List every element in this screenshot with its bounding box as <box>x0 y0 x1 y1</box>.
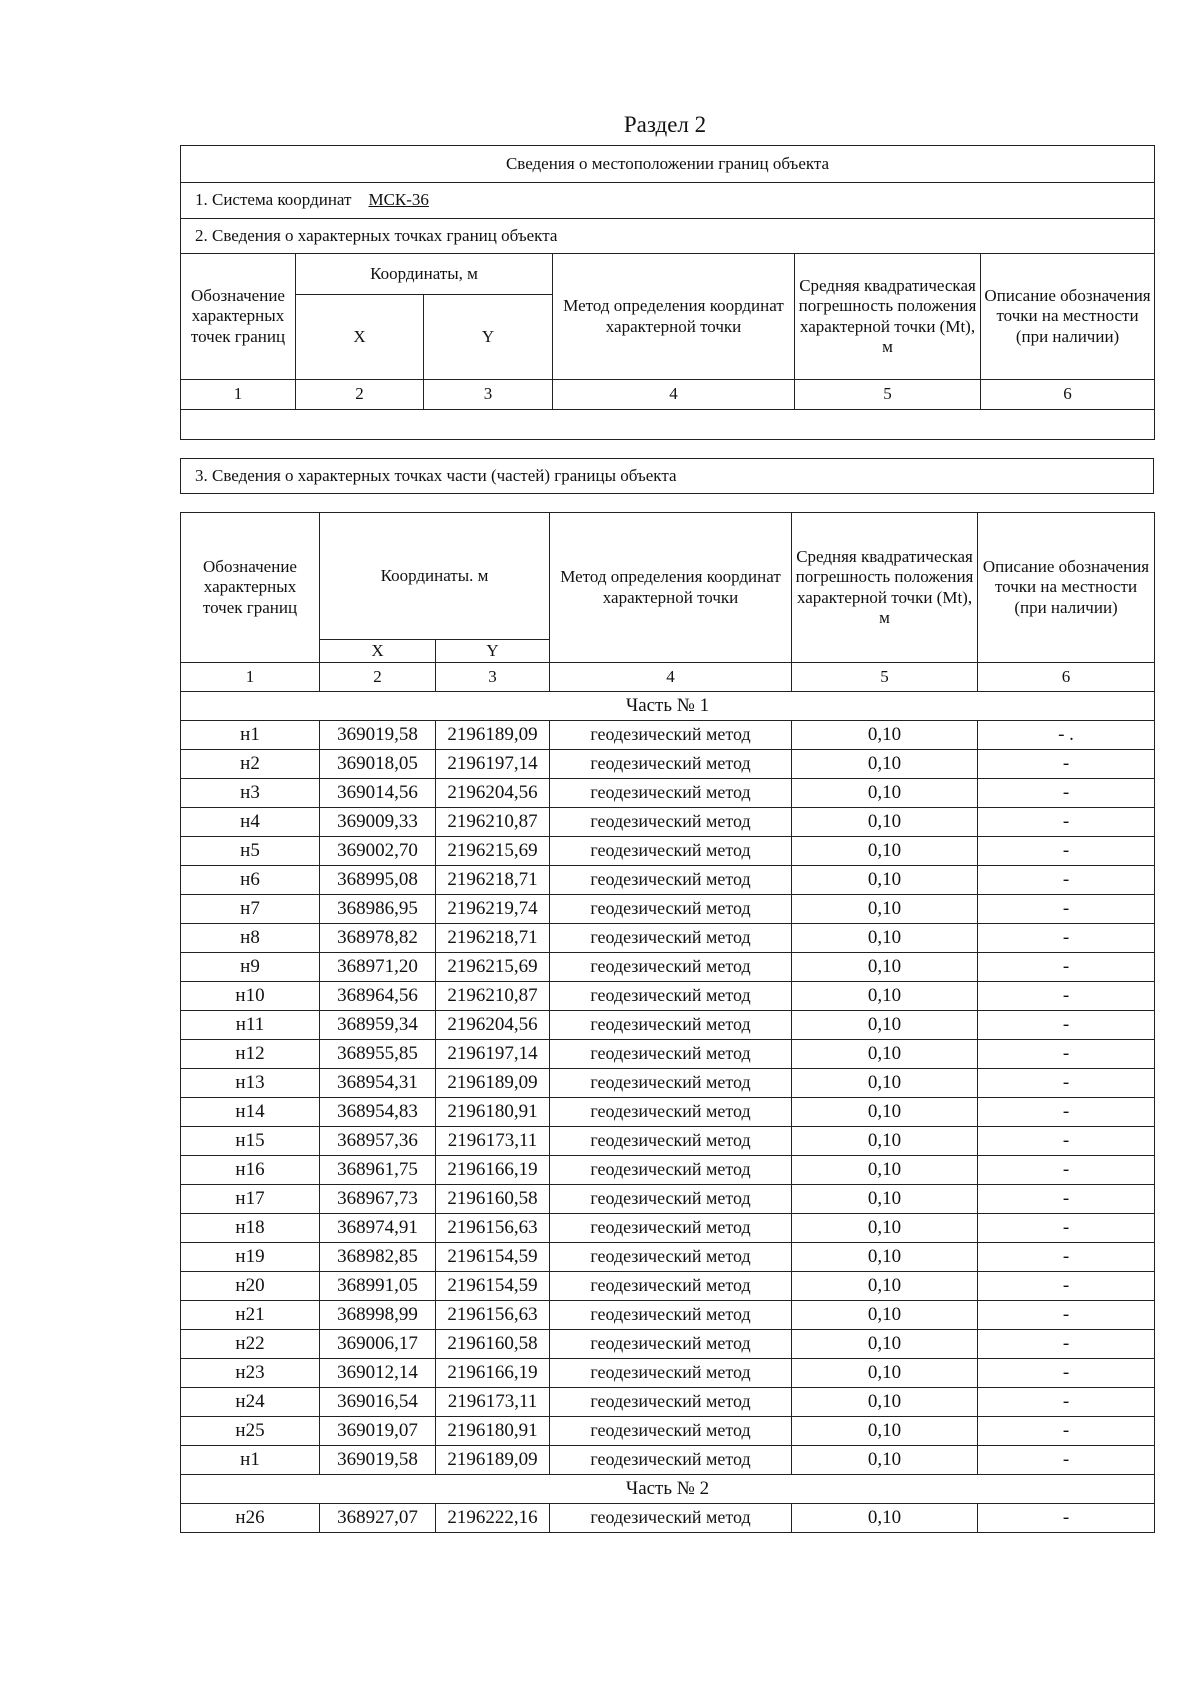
table-row <box>181 1504 1155 1533</box>
description-cell: - <box>978 1359 1155 1388</box>
coord-y: 2196173,11 <box>436 1127 550 1156</box>
description-cell: - <box>978 895 1155 924</box>
method-cell: геодезический метод <box>550 1417 792 1446</box>
col-error-header: Средняя квадратическая погрешность положения характерной точки (Mt), м <box>792 513 978 663</box>
col-number: 5 <box>795 380 981 410</box>
coord-x: 369019,58 <box>320 721 436 750</box>
table-row <box>181 1214 1155 1243</box>
method-cell: геодезический метод <box>550 808 792 837</box>
col-coordinates-header: Координаты, м <box>296 254 553 295</box>
coord-x: 369018,05 <box>320 750 436 779</box>
error-cell: 0,10 <box>792 1504 978 1533</box>
parts-points-table <box>180 512 1155 1533</box>
description-cell: - <box>978 1243 1155 1272</box>
coord-x: 369002,70 <box>320 837 436 866</box>
col-method-header: Метод определения координат характерной точки <box>553 254 795 380</box>
point-label: н1 <box>181 1446 320 1475</box>
method-cell: геодезический метод <box>550 750 792 779</box>
col-number: 4 <box>553 380 795 410</box>
parts-section-box <box>180 458 1154 494</box>
coord-y: 2196197,14 <box>436 1040 550 1069</box>
coord-y: 2196154,59 <box>436 1243 550 1272</box>
coord-y: 2196180,91 <box>436 1098 550 1127</box>
col-designation-header: Обозначение характерных точек границ <box>181 513 320 663</box>
error-cell: 0,10 <box>792 837 978 866</box>
error-cell: 0,10 <box>792 895 978 924</box>
col-number: 3 <box>436 663 550 692</box>
table-row <box>181 982 1155 1011</box>
coord-x: 368954,83 <box>320 1098 436 1127</box>
coord-x: 368957,36 <box>320 1127 436 1156</box>
point-label: н14 <box>181 1098 320 1127</box>
coord-y: 2196156,63 <box>436 1214 550 1243</box>
error-cell: 0,10 <box>792 1243 978 1272</box>
method-cell: геодезический метод <box>550 895 792 924</box>
error-cell: 0,10 <box>792 1069 978 1098</box>
coord-y: 2196189,09 <box>436 1069 550 1098</box>
coord-x: 368964,56 <box>320 982 436 1011</box>
coord-x: 368974,91 <box>320 1214 436 1243</box>
description-cell: - <box>978 1417 1155 1446</box>
col-method-header: Метод определения координат характерной точки <box>550 513 792 663</box>
error-cell: 0,10 <box>792 1011 978 1040</box>
description-cell: - <box>978 837 1155 866</box>
table-row <box>181 1330 1155 1359</box>
method-cell: геодезический метод <box>550 779 792 808</box>
description-cell: - <box>978 1388 1155 1417</box>
coord-x: 368995,08 <box>320 866 436 895</box>
coord-y: 2196210,87 <box>436 982 550 1011</box>
description-cell: - <box>978 1127 1155 1156</box>
point-label: н8 <box>181 924 320 953</box>
error-cell: 0,10 <box>792 1388 978 1417</box>
col-number: 1 <box>181 663 320 692</box>
col-description-header: Описание обозначения точки на местности (при наличии) <box>978 513 1155 663</box>
error-cell: 0,10 <box>792 1098 978 1127</box>
method-cell: геодезический метод <box>550 1185 792 1214</box>
col-number: 4 <box>550 663 792 692</box>
coord-y: 2196222,16 <box>436 1504 550 1533</box>
description-cell: - <box>978 1040 1155 1069</box>
col-x-header: X <box>320 640 436 663</box>
table-row <box>181 866 1155 895</box>
table-row <box>181 1127 1155 1156</box>
description-cell: - <box>978 1504 1155 1533</box>
coord-y: 2196219,74 <box>436 895 550 924</box>
error-cell: 0,10 <box>792 721 978 750</box>
description-cell: - <box>978 1301 1155 1330</box>
coord-x: 369009,33 <box>320 808 436 837</box>
part-header-row <box>181 692 1155 721</box>
coord-x: 368986,95 <box>320 895 436 924</box>
coord-x: 369014,56 <box>320 779 436 808</box>
coord-x: 368954,31 <box>320 1069 436 1098</box>
col-number: 6 <box>978 663 1155 692</box>
method-cell: геодезический метод <box>550 1127 792 1156</box>
description-cell: - <box>978 1272 1155 1301</box>
point-label: н20 <box>181 1272 320 1301</box>
point-label: н25 <box>181 1417 320 1446</box>
description-cell: - <box>978 982 1155 1011</box>
coord-y: 2196166,19 <box>436 1156 550 1185</box>
point-label: н17 <box>181 1185 320 1214</box>
point-label: н2 <box>181 750 320 779</box>
coord-y: 2196197,14 <box>436 750 550 779</box>
point-label: н21 <box>181 1301 320 1330</box>
boundary-info-header: Сведения о местоположении границ объекта <box>181 146 1155 183</box>
error-cell: 0,10 <box>792 1156 978 1185</box>
description-cell: - <box>978 866 1155 895</box>
table-row <box>181 1272 1155 1301</box>
coord-y: 2196215,69 <box>436 953 550 982</box>
coord-x: 369006,17 <box>320 1330 436 1359</box>
coord-y: 2196160,58 <box>436 1330 550 1359</box>
method-cell: геодезический метод <box>550 1243 792 1272</box>
coord-y: 2196218,71 <box>436 924 550 953</box>
coord-x: 368961,75 <box>320 1156 436 1185</box>
method-cell: геодезический метод <box>550 1214 792 1243</box>
method-cell: геодезический метод <box>550 924 792 953</box>
parts-section-label: 3. Сведения о характерных точках части (частей) границы объекта <box>181 459 1154 494</box>
table-row <box>181 750 1155 779</box>
error-cell: 0,10 <box>792 866 978 895</box>
description-cell: - <box>978 808 1155 837</box>
coord-x: 369012,14 <box>320 1359 436 1388</box>
table-row <box>181 1388 1155 1417</box>
coord-x: 368967,73 <box>320 1185 436 1214</box>
method-cell: геодезический метод <box>550 1446 792 1475</box>
point-label: н24 <box>181 1388 320 1417</box>
method-cell: геодезический метод <box>550 1504 792 1533</box>
point-label: н9 <box>181 953 320 982</box>
point-label: н6 <box>181 866 320 895</box>
method-cell: геодезический метод <box>550 1359 792 1388</box>
col-number: 2 <box>320 663 436 692</box>
error-cell: 0,10 <box>792 808 978 837</box>
table-row <box>181 1185 1155 1214</box>
description-cell: - <box>978 1098 1155 1127</box>
coord-y: 2196215,69 <box>436 837 550 866</box>
error-cell: 0,10 <box>792 1127 978 1156</box>
section-title: Раздел 2 <box>623 112 707 137</box>
table-row <box>181 837 1155 866</box>
point-label: н7 <box>181 895 320 924</box>
error-cell: 0,10 <box>792 953 978 982</box>
error-cell: 0,10 <box>792 982 978 1011</box>
table-row <box>181 808 1155 837</box>
method-cell: геодезический метод <box>550 1011 792 1040</box>
description-cell: - <box>978 1214 1155 1243</box>
description-cell: - <box>978 1156 1155 1185</box>
coord-x: 368978,82 <box>320 924 436 953</box>
points-section-label: 2. Сведения о характерных точках границ объекта <box>181 219 1155 254</box>
description-cell: - <box>978 1069 1155 1098</box>
table-row <box>181 779 1155 808</box>
coord-system-label: 1. Система координат <box>195 190 352 210</box>
method-cell: геодезический метод <box>550 1330 792 1359</box>
description-cell: - <box>978 1011 1155 1040</box>
coord-x: 368982,85 <box>320 1243 436 1272</box>
coord-system-row <box>181 183 1155 219</box>
col-number: 5 <box>792 663 978 692</box>
point-label: н11 <box>181 1011 320 1040</box>
point-label: н12 <box>181 1040 320 1069</box>
coord-x: 368998,99 <box>320 1301 436 1330</box>
col-description-header: Описание обозначения точки на местности (при наличии) <box>981 254 1155 380</box>
table-row <box>181 1069 1155 1098</box>
table-row <box>181 1417 1155 1446</box>
part-title: Часть № 2 <box>181 1475 1155 1504</box>
error-cell: 0,10 <box>792 779 978 808</box>
table-row <box>181 895 1155 924</box>
col-x-header: X <box>296 295 424 380</box>
coord-y: 2196204,56 <box>436 779 550 808</box>
error-cell: 0,10 <box>792 1330 978 1359</box>
method-cell: геодезический метод <box>550 1069 792 1098</box>
error-cell: 0,10 <box>792 1301 978 1330</box>
point-label: н19 <box>181 1243 320 1272</box>
method-cell: геодезический метод <box>550 1388 792 1417</box>
error-cell: 0,10 <box>792 924 978 953</box>
point-label: н18 <box>181 1214 320 1243</box>
description-cell: - <box>978 779 1155 808</box>
table-row <box>181 953 1155 982</box>
point-label: н15 <box>181 1127 320 1156</box>
col-error-header: Средняя квадратическая погрешность положения характерной точки (Mt), м <box>795 254 981 380</box>
table-row <box>181 1243 1155 1272</box>
method-cell: геодезический метод <box>550 982 792 1011</box>
col-number: 2 <box>296 380 424 410</box>
point-label: н1 <box>181 721 320 750</box>
part-title: Часть № 1 <box>181 692 1155 721</box>
method-cell: геодезический метод <box>550 953 792 982</box>
coord-x: 369019,07 <box>320 1417 436 1446</box>
description-cell: - <box>978 750 1155 779</box>
coord-x: 369016,54 <box>320 1388 436 1417</box>
error-cell: 0,10 <box>792 750 978 779</box>
coord-x: 368927,07 <box>320 1504 436 1533</box>
table-row <box>181 721 1155 750</box>
col-number: 3 <box>424 380 553 410</box>
description-cell: - <box>978 1185 1155 1214</box>
col-number: 6 <box>981 380 1155 410</box>
table-row <box>181 924 1155 953</box>
point-label: н26 <box>181 1504 320 1533</box>
coord-y: 2196218,71 <box>436 866 550 895</box>
method-cell: геодезический метод <box>550 1040 792 1069</box>
coord-y: 2196180,91 <box>436 1417 550 1446</box>
table-row <box>181 1011 1155 1040</box>
error-cell: 0,10 <box>792 1214 978 1243</box>
empty-row <box>181 410 1155 440</box>
boundary-info-table <box>180 145 1155 440</box>
point-label: н16 <box>181 1156 320 1185</box>
coord-y: 2196160,58 <box>436 1185 550 1214</box>
method-cell: геодезический метод <box>550 1301 792 1330</box>
coord-y: 2196189,09 <box>436 721 550 750</box>
coord-x: 368991,05 <box>320 1272 436 1301</box>
coord-y: 2196154,59 <box>436 1272 550 1301</box>
point-label: н13 <box>181 1069 320 1098</box>
table-row <box>181 1301 1155 1330</box>
method-cell: геодезический метод <box>550 721 792 750</box>
point-label: н3 <box>181 779 320 808</box>
method-cell: геодезический метод <box>550 1098 792 1127</box>
coord-x: 368971,20 <box>320 953 436 982</box>
error-cell: 0,10 <box>792 1417 978 1446</box>
coord-x: 369019,58 <box>320 1446 436 1475</box>
method-cell: геодезический метод <box>550 1156 792 1185</box>
table-row <box>181 1098 1155 1127</box>
description-cell: - <box>978 953 1155 982</box>
col-y-header: Y <box>436 640 550 663</box>
table-row <box>181 1156 1155 1185</box>
description-cell: - <box>978 1330 1155 1359</box>
point-label: н23 <box>181 1359 320 1388</box>
coord-y: 2196189,09 <box>436 1446 550 1475</box>
coord-y: 2196204,56 <box>436 1011 550 1040</box>
table-row <box>181 1359 1155 1388</box>
coord-y: 2196210,87 <box>436 808 550 837</box>
coord-x: 368955,85 <box>320 1040 436 1069</box>
coord-y: 2196156,63 <box>436 1301 550 1330</box>
coord-system-value: МСК-36 <box>368 190 429 210</box>
col-y-header: Y <box>424 295 553 380</box>
description-cell: - . <box>978 721 1155 750</box>
point-label: н4 <box>181 808 320 837</box>
point-label: н22 <box>181 1330 320 1359</box>
coord-y: 2196173,11 <box>436 1388 550 1417</box>
coord-y: 2196166,19 <box>436 1359 550 1388</box>
point-label: н10 <box>181 982 320 1011</box>
description-cell: - <box>978 1446 1155 1475</box>
description-cell: - <box>978 924 1155 953</box>
method-cell: геодезический метод <box>550 837 792 866</box>
parts-table-body <box>181 692 1155 1533</box>
part-header-row <box>181 1475 1155 1504</box>
error-cell: 0,10 <box>792 1040 978 1069</box>
error-cell: 0,10 <box>792 1359 978 1388</box>
coord-x: 368959,34 <box>320 1011 436 1040</box>
col-coordinates-header: Координаты. м <box>320 513 550 640</box>
method-cell: геодезический метод <box>550 866 792 895</box>
error-cell: 0,10 <box>792 1185 978 1214</box>
error-cell: 0,10 <box>792 1272 978 1301</box>
table-row <box>181 1446 1155 1475</box>
error-cell: 0,10 <box>792 1446 978 1475</box>
table-row <box>181 1040 1155 1069</box>
method-cell: геодезический метод <box>550 1272 792 1301</box>
col-number: 1 <box>181 380 296 410</box>
point-label: н5 <box>181 837 320 866</box>
col-designation-header: Обозначение характерных точек границ <box>181 254 296 380</box>
